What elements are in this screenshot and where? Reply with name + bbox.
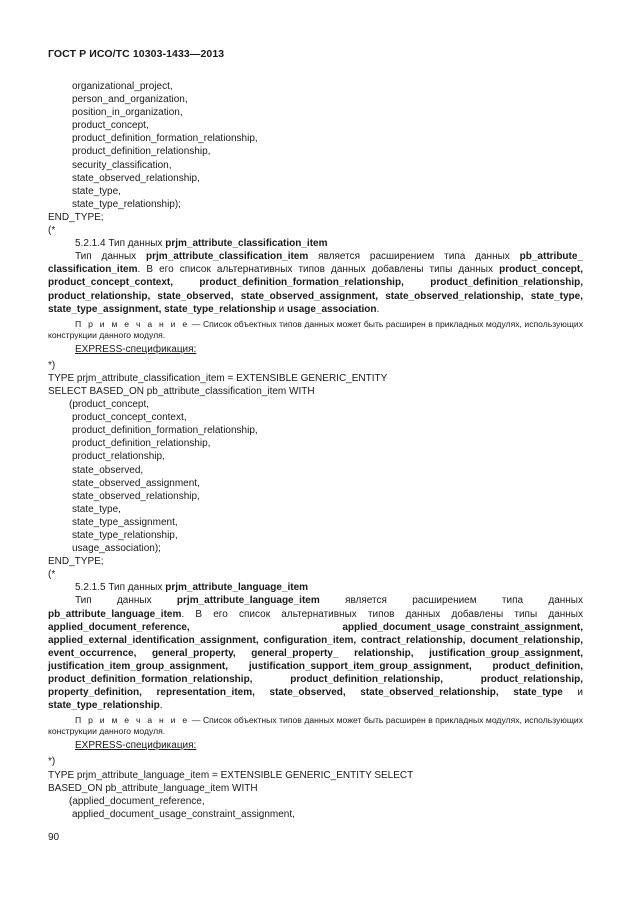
code-line: person_and_organization,: [72, 94, 188, 106]
code-line: product_definition_formation_relationship,: [72, 425, 258, 437]
code-line: (product_concept,: [69, 399, 150, 411]
code-line: state_type_assignment,: [72, 516, 178, 528]
section-heading: [48, 237, 583, 250]
section-heading-prefix: 5.2.1.4 Тип данных: [75, 238, 166, 250]
express-spec-label: [48, 343, 583, 356]
code-line: (applied_document_reference,: [69, 795, 205, 807]
paragraph-type-name: prjm_attribute_language_item: [176, 595, 320, 607]
code-line: state_observed_assignment,: [72, 477, 200, 489]
code-line: SELECT BASED_ON pb_attribute_classification_item WITH: [48, 385, 315, 397]
note-label: П р и м е ч а н и е: [75, 715, 190, 726]
express-spec-label: [48, 739, 583, 752]
note-text: — Список объектных типов данных может быть расширен в прикладных модулях, использующих конструкции данного модуля.: [48, 318, 583, 340]
note-text: — Список объектных типов данных может быть расширен в прикладных модулях, использующих конструкции данного модуля.: [48, 715, 583, 737]
code-line: END_TYPE;: [48, 211, 104, 223]
paragraph-text: .: [376, 303, 380, 315]
paragraph-text: является расширением типа данных: [319, 595, 583, 607]
section-heading-type-name: prjm_attribute_classification_item: [165, 238, 328, 250]
code-line: product_definition_formation_relationship,: [72, 133, 258, 145]
paragraph-text: . В его список альтернативных типов данных добавлены типы данных: [137, 264, 500, 276]
paragraph-base-type-name: pb_attribute_ classification_item: [48, 251, 583, 276]
paragraph-type-list: applied_document_reference, applied_document_usage_constraint_assignment, applied_external_identification_assignment, configuration_item, contract_relationship, document_relationship, event_occurrence, general_property, general_property_ relationship, justification_group_assignment, justification_item_group_assignment, justification_support_item_group_assignment, product_definition, product_definition_formation_relationship, product_definition_relationship, product_relationship, property_definition, representation_item, state_observed, state_observed_relationship, state_type: [48, 621, 583, 699]
code-block-previous-type: [48, 80, 583, 237]
section-paragraph: [48, 594, 583, 712]
code-line: applied_document_usage_constraint_assignment,: [72, 808, 295, 820]
note-paragraph: [48, 319, 583, 341]
paragraph-type-list-last: usage_association: [287, 303, 377, 315]
paragraph-type-list: product_concept, product_concept_context, product_definition_formation_relationship, product_definition_relationship, product_relationship, state_observed, state_observed_assignment, state_observed_relationship, state_type, state_type_assignment, state_type_relationship: [48, 264, 583, 315]
code-line: state_type,: [72, 185, 121, 197]
section-5-2-1-4: [48, 237, 583, 581]
section-heading-prefix: 5.2.1.5 Тип данных: [75, 582, 166, 594]
page-header: ГОСТ Р ИСО/ТС 10303-1433—2013: [48, 48, 225, 60]
code-line: usage_association);: [72, 543, 161, 555]
paragraph-text: и: [562, 687, 583, 699]
code-line: state_observed_relationship,: [72, 172, 200, 184]
code-line: product_definition_relationship,: [72, 146, 211, 158]
express-spec-label-text: EXPRESS-спецификация:: [75, 740, 197, 752]
code-line: *): [48, 359, 56, 371]
paragraph-base-type-name: pb_attribute_language_item: [48, 608, 182, 620]
section-heading-type-name: prjm_attribute_language_item: [165, 582, 309, 594]
code-line: product_concept,: [72, 120, 149, 132]
code-line: product_relationship,: [72, 451, 165, 463]
code-line: product_definition_relationship,: [72, 438, 211, 450]
paragraph-text: Тип данных: [75, 251, 147, 263]
code-line: TYPE prjm_attribute_language_item = EXTENSIBLE GENERIC_ENTITY SELECT: [48, 769, 414, 781]
section-paragraph: [48, 250, 583, 315]
page-content: [48, 80, 583, 821]
code-line: organizational_project,: [72, 81, 173, 92]
paragraph-text: Тип данных: [75, 595, 177, 607]
section-heading: [48, 581, 583, 594]
note-label: П р и м е ч а н и е: [75, 318, 190, 329]
paragraph-type-list-last: state_type_relationship: [48, 700, 160, 712]
code-line: security_classification,: [72, 159, 172, 171]
paragraph-text: .: [159, 700, 163, 712]
paragraph-text: . В его список альтернативных типов данных добавлены типы данных: [181, 608, 583, 620]
code-line: TYPE prjm_attribute_classification_item = EXTENSIBLE GENERIC_ENTITY: [48, 372, 388, 384]
code-line: END_TYPE;: [48, 556, 104, 568]
code-line: state_type,: [72, 503, 121, 515]
code-line: state_type_relationship);: [72, 198, 181, 210]
code-line: position_in_organization,: [72, 107, 183, 119]
note-paragraph: [48, 715, 583, 737]
paragraph-text: и: [275, 303, 288, 315]
code-line: state_observed_relationship,: [72, 490, 200, 502]
code-line: BASED_ON pb_attribute_language_item WITH: [48, 782, 258, 794]
paragraph-text: является расширением типа данных: [308, 251, 520, 263]
code-line: (*: [48, 225, 56, 237]
section-5-2-1-5: [48, 581, 583, 821]
code-line: state_type_relationship,: [72, 530, 178, 541]
code-line: *): [48, 756, 56, 768]
code-line: state_observed,: [72, 464, 144, 476]
page-number: 90: [48, 832, 60, 843]
code-line: (*: [48, 569, 56, 581]
paragraph-type-name: prjm_attribute_classification_item: [146, 251, 309, 263]
express-spec-label-text: EXPRESS-спецификация:: [75, 343, 197, 355]
code-line: product_concept_context,: [72, 412, 187, 424]
